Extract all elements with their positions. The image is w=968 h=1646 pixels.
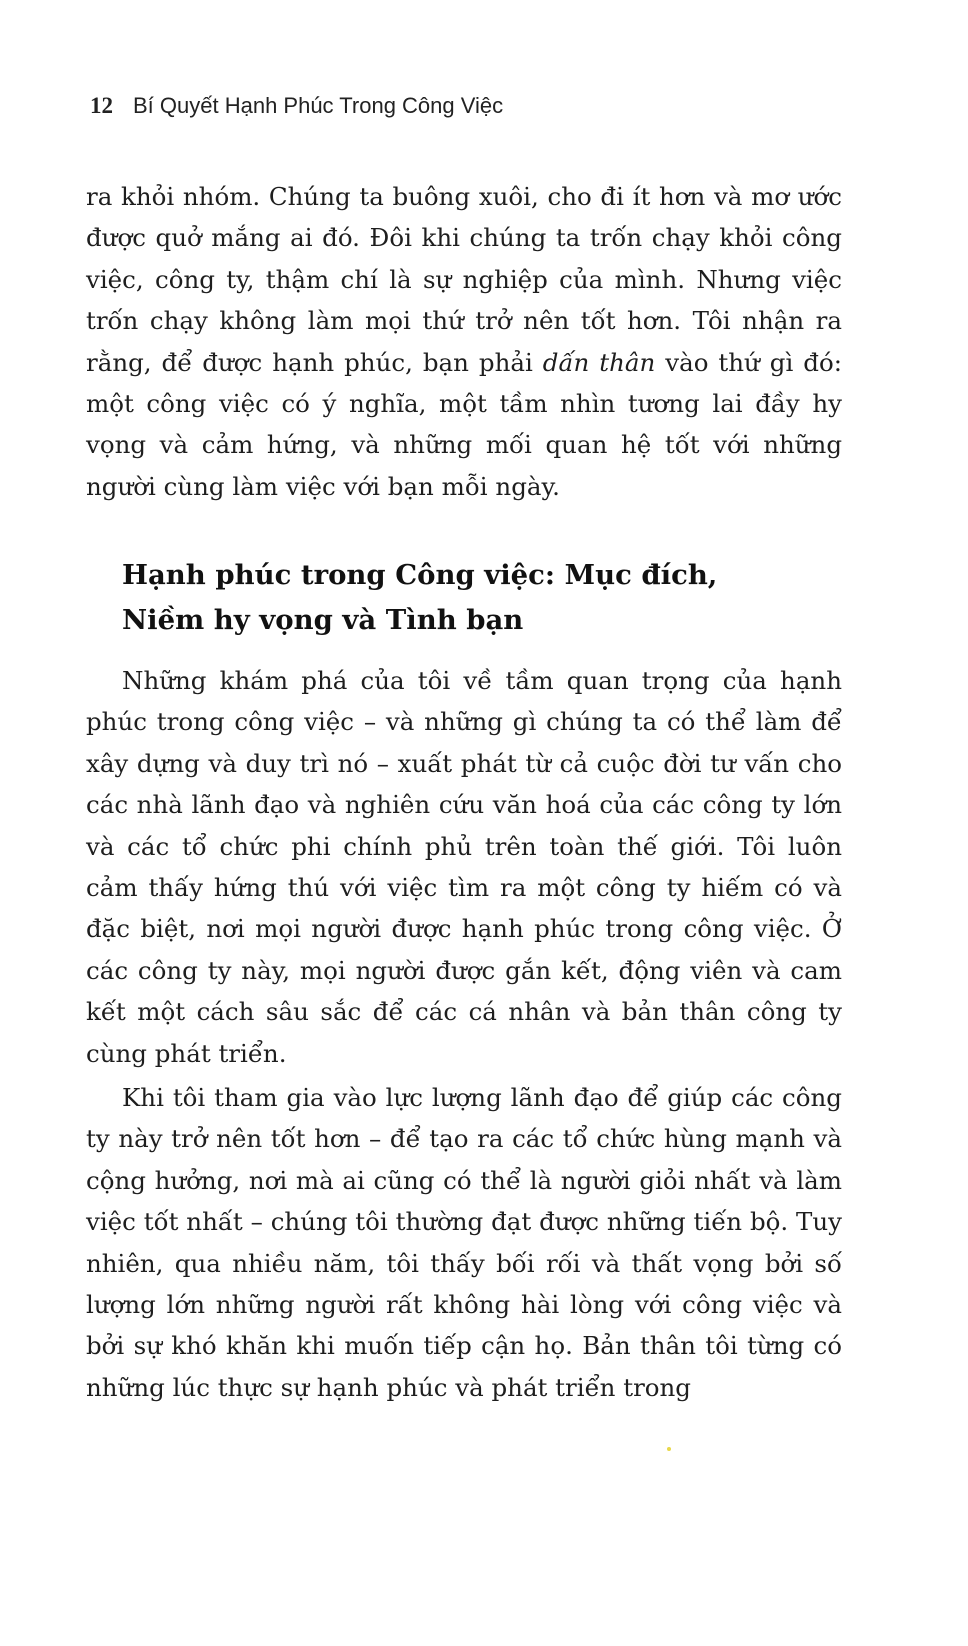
paragraph-1-text-b: vào thứ gì đó: một công việc có ý nghĩa, một tầm nhìn tương lai đầy hy vọng và cảm hứng, và những mối quan hệ tốt với những người cùng làm việc với bạn mỗi ngày. — [86, 347, 842, 501]
paragraph-1 — [86, 176, 842, 507]
print-speck — [667, 1447, 671, 1451]
paragraph-1-emphasis: dấn thân — [542, 347, 656, 377]
section-heading-line-1: Hạnh phúc trong Công việc: Mục đích, — [122, 559, 718, 591]
section-heading — [122, 553, 822, 643]
paragraph-2: Những khám phá của tôi về tầm quan trọng của hạnh phúc trong công việc – và những gì chúng ta có thể làm để xây dựng và duy trì nó – xuất phát từ cả cuộc đời tư vấn cho các nhà lãnh đạo và nghiên cứu văn hoá của các công ty lớn và các tổ chức phi chính phủ trên toàn thế giới. Tôi luôn cảm thấy hứng thú với việc tìm ra một công ty hiếm có và đặc biệt, nơi mọi người được hạnh phúc trong công việc. Ở các công ty này, mọi người được gắn kết, động viên và cam kết một cách sâu sắc để các cá nhân và bản thân công ty cùng phát triển. — [86, 666, 842, 1068]
running-header — [90, 93, 503, 119]
page-number: 12 — [90, 93, 113, 118]
paragraph-1-text-a: ra khỏi nhóm. Chúng ta buông xuôi, cho đi ít hơn và mơ ước được quở mắng ai đó. Đôi khi chúng ta trốn chạy khỏi công việc, công ty, thậm chí là sự nghiệp của mình. Nhưng việc trốn chạy không làm mọi thứ trở nên tốt hơn. Tôi nhận ra rằng, để được hạnh phúc, bạn phải — [86, 182, 842, 377]
paragraph-3: Khi tôi tham gia vào lực lượng lãnh đạo để giúp các công ty này trở nên tốt hơn – để tạo ra các tổ chức hùng mạnh và cộng hưởng, nơi mà ai cũng có thể là người giỏi nhất và làm việc tốt nhất – chúng tôi thường đạt được những tiến bộ. Tuy nhiên, qua nhiều năm, tôi thấy bối rối và thất vọng bởi số lượng lớn những người rất không hài lòng với công việc và bởi sự khó khăn khi muốn tiếp cận họ. Bản thân tôi từng có những lúc thực sự hạnh phúc và phát triển trong — [86, 1083, 842, 1402]
section-heading-line-2: Niềm hy vọng và Tình bạn — [122, 604, 524, 636]
book-title: Bí Quyết Hạnh Phúc Trong Công Việc — [133, 93, 504, 118]
